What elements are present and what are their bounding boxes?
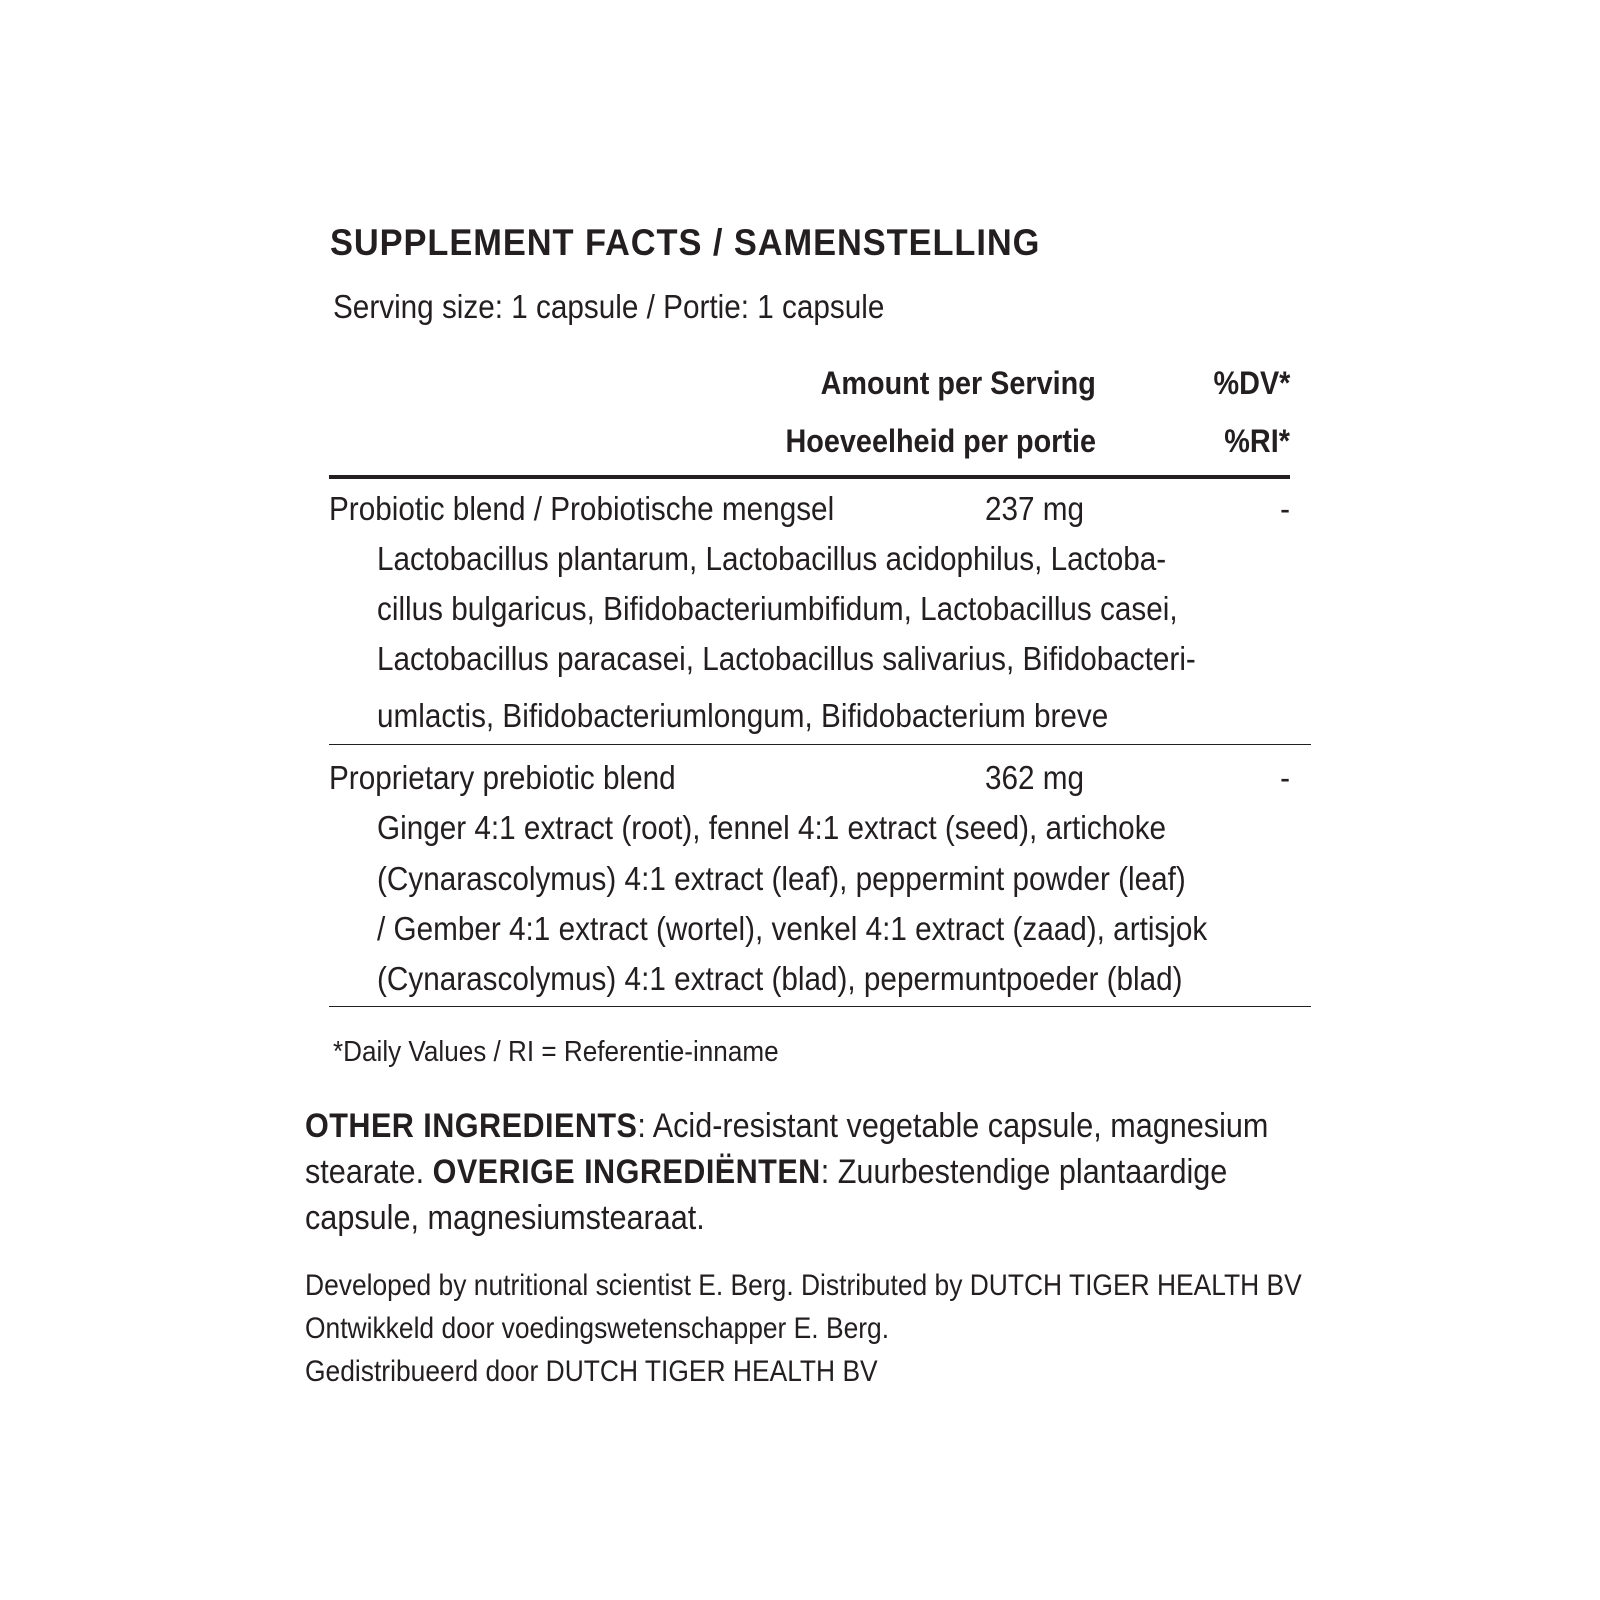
header-divider [329, 475, 1290, 479]
probiotic-blend-name: Probiotic blend / Probiotische mengsel [329, 490, 835, 527]
header-dv-nl: %RI* [1224, 423, 1290, 459]
serving-size: Serving size: 1 capsule / Portie: 1 capsule [333, 288, 885, 325]
probiotic-strain-line: Lactobacillus paracasei, Lactobacillus salivarius, Bifidobacteri- [377, 640, 1196, 677]
overige-ingredienten-heading: OVERIGE INGREDIËNTEN [432, 1153, 821, 1191]
credit-line-nl-developed: Ontwikkeld door voedingswetenschapper E. Berg. [305, 1312, 890, 1345]
row-divider [329, 744, 1311, 745]
other-ingredients-text: : Acid-resistant vegetable capsule, magnesium stearate. [305, 1107, 1269, 1191]
prebiotic-blend-amount: 362 mg [985, 759, 1085, 796]
prebiotic-blend-name: Proprietary prebiotic blend [329, 759, 676, 796]
probiotic-strain-line: cillus bulgaricus, Bifidobacteriumbifidum, Lactobacillus casei, [377, 590, 1178, 627]
probiotic-strain-line: umlactis, Bifidobacteriumlongum, Bifidobacterium breve [377, 697, 1109, 734]
probiotic-blend-amount: 237 mg [985, 490, 1085, 527]
probiotic-blend-dv: - [1280, 490, 1290, 527]
other-ingredients [305, 1103, 1313, 1241]
table-bottom-divider [329, 1006, 1311, 1007]
prebiotic-ingredient-line: (Cynarascolymus) 4:1 extract (blad), pepermuntpoeder (blad) [377, 960, 1183, 997]
other-ingredients-heading: OTHER INGREDIENTS [305, 1107, 638, 1145]
credit-line-nl-distributed: Gedistribueerd door DUTCH TIGER HEALTH BV [305, 1355, 878, 1388]
prebiotic-blend-dv: - [1280, 759, 1290, 796]
header-amount-nl: Hoeveelheid per portie [785, 423, 1096, 459]
probiotic-strain-line: Lactobacillus plantarum, Lactobacillus acidophilus, Lactoba- [377, 540, 1167, 577]
panel-title: SUPPLEMENT FACTS / SAMENSTELLING [330, 222, 1041, 263]
prebiotic-ingredient-line: / Gember 4:1 extract (wortel), venkel 4:1 extract (zaad), artisjok [377, 910, 1208, 947]
header-amount-en: Amount per Serving [820, 365, 1096, 401]
credit-line-en: Developed by nutritional scientist E. Berg. Distributed by DUTCH TIGER HEALTH BV [305, 1269, 1302, 1302]
prebiotic-ingredient-line: Ginger 4:1 extract (root), fennel 4:1 extract (seed), artichoke [377, 809, 1167, 846]
prebiotic-ingredient-line: (Cynarascolymus) 4:1 extract (leaf), peppermint powder (leaf) [377, 860, 1186, 897]
overige-ingredienten-text: : Zuurbestendige plantaardige capsule, magnesiumstearaat. [305, 1153, 1228, 1237]
header-dv-en: %DV* [1213, 365, 1290, 401]
daily-values-footnote: *Daily Values / RI = Referentie-inname [333, 1036, 779, 1068]
